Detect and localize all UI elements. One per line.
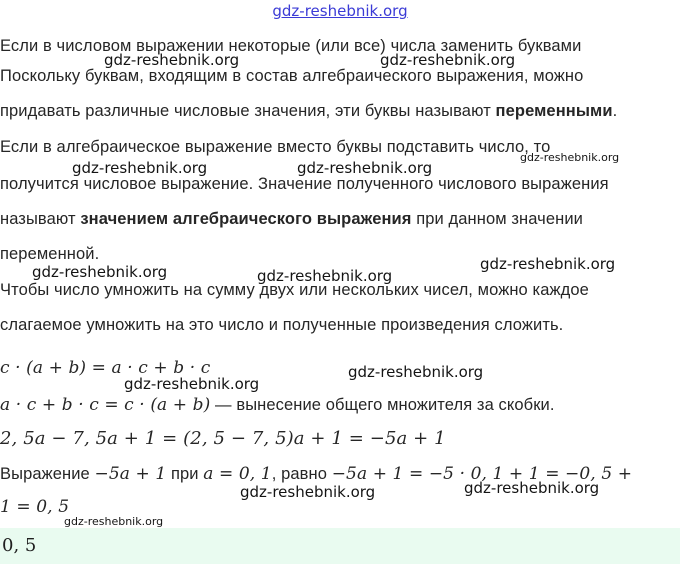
watermark: gdz-reshebnik.org <box>32 263 168 281</box>
watermark: gdz-reshebnik.org <box>520 151 620 164</box>
theory-line-9: слагаемое умножить на это число и полученные произведения сложить. <box>0 316 564 334</box>
theory-line-6-text: называют <box>0 210 81 228</box>
watermark: gdz-reshebnik.org <box>480 255 616 273</box>
evaluation-expression: −5a + 1 <box>94 464 167 484</box>
watermark: gdz-reshebnik.org <box>380 51 516 69</box>
theory-line-1: Если в числовом выражении некоторые (или все) числа заменить буквами <box>0 37 582 55</box>
theory-line-6-end: при данном значении <box>411 210 583 228</box>
watermark: gdz-reshebnik.org <box>72 159 208 177</box>
watermark: gdz-reshebnik.org <box>64 515 164 528</box>
watermark: gdz-reshebnik.org <box>257 267 393 285</box>
distributive-formula: c · (a + b) = a · c + b · c <box>0 358 211 378</box>
theory-line-5: получится числовое выражение. Значение полученного числового выражения <box>0 175 609 193</box>
watermark: gdz-reshebnik.org <box>124 375 260 393</box>
term-expression-value: значением алгебраического выражения <box>80 210 412 228</box>
watermark: gdz-reshebnik.org <box>348 363 484 381</box>
theory-line-2: Поскольку буквам, входящим в состав алгебраического выражения, можно <box>0 67 584 85</box>
factoring-description: — вынесение общего множителя за скобки. <box>210 396 555 414</box>
watermark: gdz-reshebnik.org <box>240 483 376 501</box>
watermark: gdz-reshebnik.org <box>464 479 600 497</box>
solution-formula: 2, 5a − 7, 5a + 1 = (2, 5 − 7, 5)a + 1 = −5a + 1 <box>0 428 446 449</box>
theory-line-8: Чтобы число умножить на сумму двух или нескольких чисел, можно каждое <box>0 281 589 299</box>
evaluation-pre: Выражение <box>0 465 95 483</box>
answer-box <box>0 528 680 564</box>
factoring-formula: a · c + b · c = c · (a + b) <box>0 395 211 415</box>
term-variables: переменными <box>495 102 613 120</box>
theory-line-4: Если в алгебраическое выражение вместо буквы подставить число, то <box>0 138 551 156</box>
factoring-line <box>0 395 555 415</box>
theory-line-6 <box>0 209 583 229</box>
theory-line-3-end: . <box>612 102 618 120</box>
evaluation-variable-value: a = 0, 1 <box>203 464 272 484</box>
answer-value: 0, 5 <box>2 535 37 556</box>
watermark: gdz-reshebnik.org <box>104 51 240 69</box>
evaluation-mid2: , равно <box>271 465 332 483</box>
theory-line-3-text: придавать различные числовые значения, эти буквы называют <box>0 102 496 120</box>
watermark-top-link[interactable]: gdz-reshebnik.org <box>272 2 408 20</box>
theory-line-3 <box>0 101 617 121</box>
evaluation-calculation: −5a + 1 = −5 · 0, 1 + 1 = −0, 5 + <box>331 464 633 484</box>
watermark: gdz-reshebnik.org <box>297 159 433 177</box>
evaluation-mid: при <box>166 465 204 483</box>
evaluation-continuation: 1 = 0, 5 <box>0 497 70 517</box>
theory-line-7: переменной. <box>0 245 100 263</box>
